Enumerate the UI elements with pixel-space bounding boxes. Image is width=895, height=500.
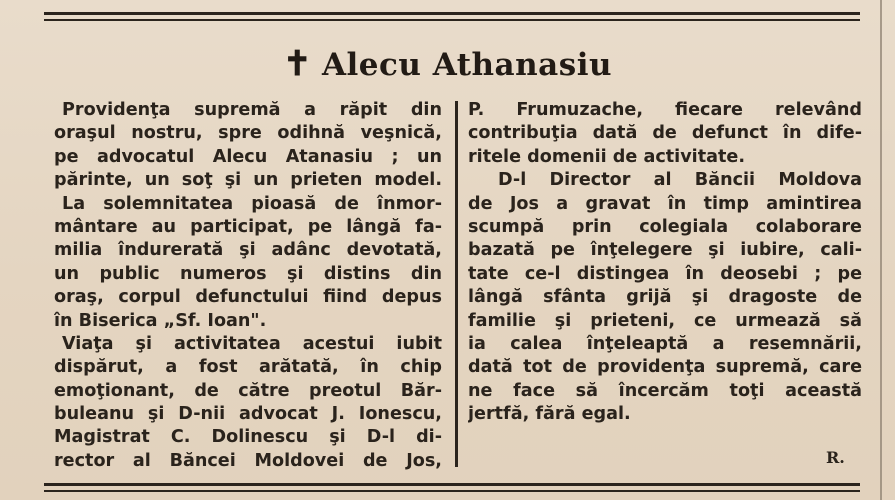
text-line: Viaţa şi activitatea acestui iubit xyxy=(62,333,442,354)
text-line: familie şi prieteni, ce urmează să xyxy=(468,310,862,331)
text-line: oraşul nostru, spre odihnă veşnică, xyxy=(54,123,442,144)
text-line: dispărut, a fost arătată, în chip xyxy=(54,357,442,378)
left-column xyxy=(54,99,442,473)
text-line: oraş, corpul defunctului fiind depus xyxy=(54,287,442,308)
text-line: La solemnitatea pioasă de înmor- xyxy=(62,193,442,214)
text-line: în Biserica „Sf. Ioan". xyxy=(54,310,267,331)
top-double-rule xyxy=(44,12,860,21)
text-line: ritele domenii de activitate. xyxy=(468,146,745,167)
text-line: P. Frumuzache, fiecare relevând xyxy=(468,100,862,120)
text-line: mântare au participat, pe lângă fa- xyxy=(54,216,442,237)
text-line: contribuţia dată de defunct în dife- xyxy=(468,123,862,144)
right-column xyxy=(470,99,862,426)
text-line: ia calea înţeleaptă a resemnării, xyxy=(468,333,862,354)
text-line: milia îndurerată şi adânc devotată, xyxy=(54,240,442,261)
bottom-double-rule xyxy=(44,483,860,492)
text-line: pe advocatul Alecu Atanasiu ; un xyxy=(54,146,442,167)
signature: R. xyxy=(826,448,845,467)
text-line: D-l Director al Băncii Moldova xyxy=(498,170,862,191)
text-line: jertfă, fără egal. xyxy=(468,404,631,425)
text-line: Magistrat C. Dolinescu şi D-l di- xyxy=(54,427,442,448)
text-line: dată tot de providenţa supremă, care xyxy=(468,357,862,378)
cross-icon: ✝ xyxy=(282,44,312,84)
title-text: Alecu Athanasiu xyxy=(321,47,613,83)
text-line: emoţionant, de către preotul Băr- xyxy=(54,380,442,401)
text-line: bazată pe înţelegere şi iubire, cali- xyxy=(468,240,862,261)
text-line: Providenţa supremă a răpit din xyxy=(62,100,442,120)
text-line: un public numeros şi distins din xyxy=(54,263,442,284)
text-line: tate ce-l distingea în deosebi ; pe xyxy=(468,263,862,284)
text-line: buleanu şi D-nii advocat J. Ionescu, xyxy=(54,404,442,425)
text-line: scumpă prin colegiala colaborare xyxy=(468,216,862,237)
column-divider xyxy=(455,101,458,467)
text-line: ne face să încercăm toţi această xyxy=(468,380,862,401)
text-line: rector al Băncei Moldovei de Jos, xyxy=(54,450,442,471)
obituary-title xyxy=(0,44,895,84)
text-line: de Jos a gravat în timp amintirea xyxy=(468,193,862,214)
text-line: părinte, un soţ şi un prieten model. xyxy=(54,170,442,191)
text-line: lângă sfânta grijă şi dragoste de xyxy=(468,287,862,308)
